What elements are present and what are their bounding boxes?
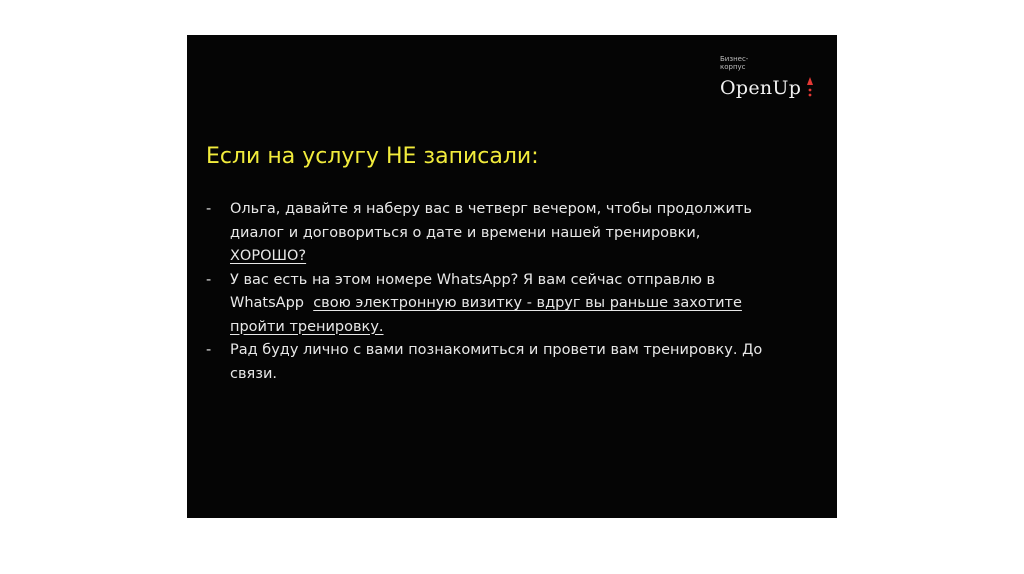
openup-logo [720, 55, 830, 105]
underlined-phrase: свою электронную визитку - вдруг вы раньше захотите [313, 295, 742, 311]
underlined-phrase: ХОРОШО? [230, 248, 307, 264]
logo-subtitle-line-1: Бизнес- [720, 55, 749, 63]
logo-name: OpenUp [720, 77, 802, 99]
rocket-icon [805, 75, 815, 99]
item-line: диалог и договориться о дате и времени нашей тренировки, [230, 224, 701, 241]
slide-title: Если на услугу НЕ записали: [206, 144, 539, 169]
item-line-prefix: WhatsApp [230, 295, 314, 311]
presentation-slide [187, 35, 837, 518]
bullet-dash: - [206, 201, 212, 217]
list-item [206, 269, 826, 340]
item-line: Рад буду лично с вами познакомиться и провети вам тренировку. До [230, 342, 763, 358]
list-item [206, 198, 826, 269]
item-line: связи. [230, 365, 277, 382]
list-item [206, 339, 826, 386]
bullet-dash: - [206, 342, 212, 358]
underlined-phrase: пройти тренировку. [230, 318, 384, 335]
item-line: Ольга, давайте я наберу вас в четверг вечером, чтобы продолжить [230, 201, 752, 217]
script-list [206, 198, 826, 386]
logo-subtitle [720, 55, 780, 71]
bullet-dash: - [206, 271, 212, 288]
logo-subtitle-line-2: корпус [720, 63, 746, 71]
item-line: У вас есть на этом номере WhatsApp? Я вам сейчас отправлю в [230, 271, 716, 288]
